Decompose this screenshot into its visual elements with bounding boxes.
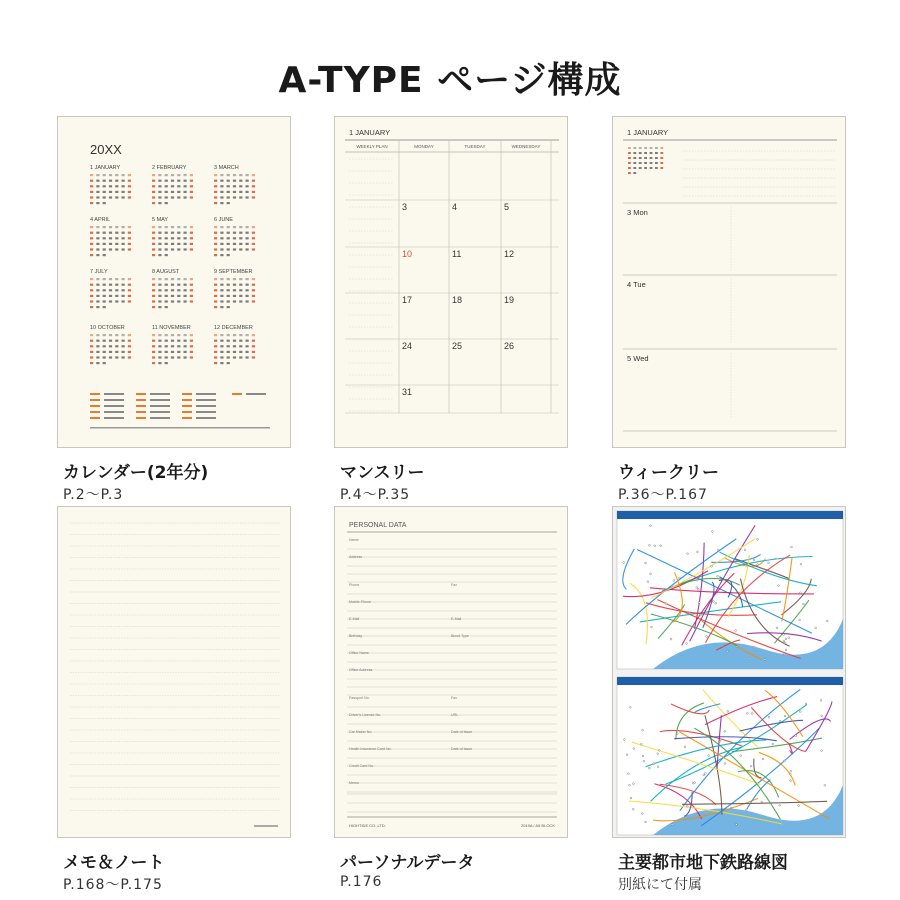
section-name: ウィークリー (618, 463, 719, 483)
monthly-date: 26 (504, 341, 515, 351)
calendar-month-label: 1 JANUARY (90, 165, 121, 171)
monthly-date: 25 (452, 341, 463, 351)
monthly-date: 17 (402, 295, 413, 305)
monthly-date: 3 (402, 202, 408, 212)
monthly-column-label: MONDAY (414, 144, 434, 149)
personal-field-label: Date of Issue (451, 730, 473, 734)
monthly-date: 11 (452, 249, 462, 259)
section-pages: P.2～P.3 (63, 487, 124, 503)
monthly-column-label: WEEKLY PLAN (356, 144, 388, 149)
personal-field-label: Fax (451, 583, 457, 587)
personal-field-label: Health Insurance Card No. (349, 747, 392, 751)
calendar-month-label: 5 MAY (152, 217, 169, 223)
personal-field-label: Memo (349, 781, 359, 785)
section-name: マンスリー (340, 463, 425, 483)
section-pages: P.168～P.175 (63, 877, 163, 893)
personal-field-label: Address (349, 555, 363, 559)
section-name: メモ＆ノート (63, 853, 165, 873)
calendar-month-label: 11 NOVEMBER (152, 325, 191, 331)
section-pages: P.4～P.35 (340, 487, 411, 503)
personal-field-label: Car Maker No. (349, 730, 373, 734)
calendar-month-label: 9 SEPTEMBER (214, 269, 253, 275)
personal-field-label: URL (451, 713, 459, 717)
calendar-month-label: 2 FEBRUARY (152, 165, 187, 171)
monthly-column-label: WEDNESDAY (511, 144, 541, 149)
memo-preview (57, 506, 291, 838)
monthly-date: 19 (504, 295, 515, 305)
calendar-month-label: 4 APRIL (90, 217, 111, 223)
personal-field-label: Birthday (349, 634, 363, 638)
monthly-preview (334, 116, 568, 448)
weekly-month-label: 1 JANUARY (627, 128, 669, 137)
weekly-day-label: 4 Tue (627, 280, 646, 289)
weekly-day-label: 3 Mon (627, 208, 648, 217)
personal-field-label: Passport No. (349, 696, 370, 700)
personal-field-label: Date of Issue (451, 747, 473, 751)
personal-field-label: Office Address (349, 668, 373, 672)
personal-field-label: Blood Type (451, 634, 469, 638)
subway-map-preview (612, 506, 846, 838)
monthly-date: 24 (402, 341, 413, 351)
personal-footer-left: HIGHTIDE CO.,LTD. (349, 823, 386, 828)
personal-field-label: Fax (451, 696, 457, 700)
personal-field-label: Mobile Phone (349, 600, 371, 604)
calendar-month-label: 12 DECEMBER (214, 325, 253, 331)
personal-field-label: Office Name (349, 651, 369, 655)
caption-monthly (340, 458, 425, 504)
weekly-preview (612, 116, 846, 448)
section-pages: P.36～P.167 (618, 487, 708, 503)
personal-data-preview (334, 506, 568, 838)
personal-field-label: E-Mail (451, 617, 462, 621)
section-pages: 別紙にて付属 (618, 877, 702, 893)
personal-field-label: E-Mail (349, 617, 360, 621)
monthly-column-label: TUESDAY (464, 144, 486, 149)
section-name: パーソナルデータ (340, 853, 475, 873)
calendar-year: 20XX (90, 142, 122, 157)
personal-field-label: Credit Card No. (349, 764, 374, 768)
section-name: カレンダー(2年分) (63, 463, 209, 483)
personal-field-label: Phone (349, 583, 360, 587)
personal-header: PERSONAL DATA (349, 522, 407, 529)
calendar-month-label: 7 JULY (90, 269, 108, 275)
monthly-date: 12 (504, 249, 515, 259)
personal-field-label: Driver's License No. (349, 713, 382, 717)
monthly-date: 31 (402, 387, 413, 397)
section-name: 主要都市地下鉄路線図 (618, 853, 788, 873)
calendar-month-label: 8 AUGUST (152, 269, 180, 275)
monthly-date: 18 (452, 295, 463, 305)
personal-field-label: Name (349, 538, 359, 542)
monthly-date: 10 (402, 249, 413, 259)
monthly-date: 4 (452, 202, 458, 212)
personal-footer-right: 2019A / A5 BLOCK (520, 823, 555, 828)
calendar-month-label: 3 MARCH (214, 165, 239, 171)
caption-calendar (63, 458, 208, 504)
caption-personal (340, 848, 474, 890)
monthly-month-label: 1 JANUARY (349, 128, 391, 137)
section-pages: P.176 (340, 874, 383, 890)
caption-memo (63, 848, 165, 894)
weekly-day-label: 5 Wed (627, 354, 649, 363)
page-title: A-TYPE ページ構成 (278, 60, 622, 101)
monthly-date: 5 (504, 202, 510, 212)
caption-subway (618, 848, 788, 894)
calendar-month-label: 6 JUNE (214, 217, 233, 223)
calendar-month-label: 10 OCTOBER (90, 325, 125, 331)
calendar-preview (57, 116, 291, 448)
caption-weekly (618, 458, 719, 504)
